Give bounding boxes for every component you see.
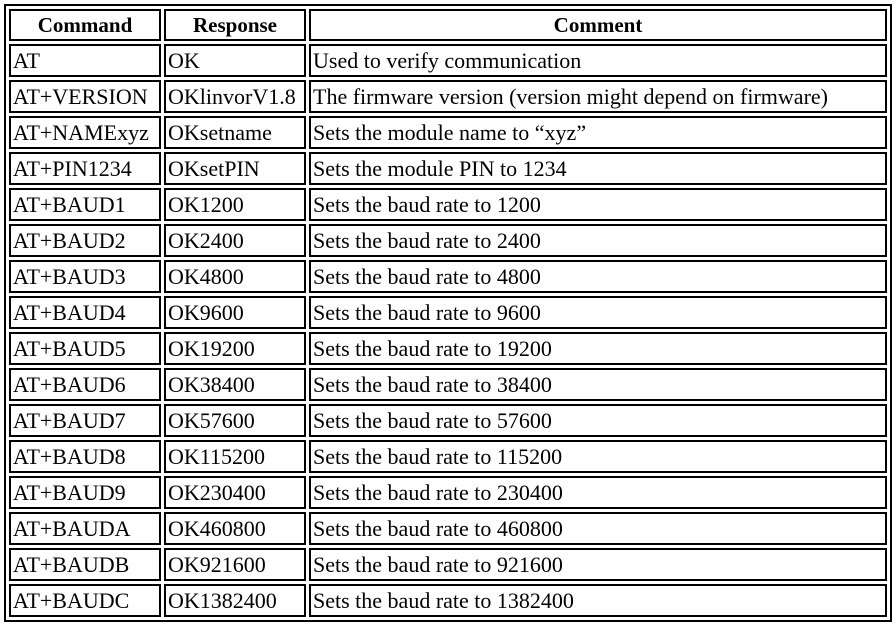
cell-comment: Sets the baud rate to 4800	[309, 260, 887, 293]
cell-response: OK2400	[164, 224, 306, 257]
header-comment: Comment	[309, 9, 887, 41]
cell-command: AT+BAUDA	[9, 512, 161, 545]
cell-command: AT+BAUDC	[9, 584, 161, 617]
cell-response: OK460800	[164, 512, 306, 545]
cell-response: OKsetPIN	[164, 152, 306, 185]
cell-comment: Sets the baud rate to 2400	[309, 224, 887, 257]
cell-response: OK115200	[164, 440, 306, 473]
cell-response: OKlinvorV1.8	[164, 80, 306, 113]
cell-response: OKsetname	[164, 116, 306, 149]
cell-command: AT+BAUD3	[9, 260, 161, 293]
cell-command: AT+BAUD4	[9, 296, 161, 329]
cell-command: AT+BAUD6	[9, 368, 161, 401]
header-command: Command	[9, 9, 161, 41]
cell-command: AT+PIN1234	[9, 152, 161, 185]
cell-comment: The firmware version (version might depend on firmware)	[309, 80, 887, 113]
cell-command: AT+BAUD7	[9, 404, 161, 437]
table-row	[9, 224, 887, 257]
header-response: Response	[164, 9, 306, 41]
cell-command: AT+VERSION	[9, 80, 161, 113]
table-row	[9, 332, 887, 365]
table-row	[9, 584, 887, 617]
cell-comment: Sets the baud rate to 19200	[309, 332, 887, 365]
cell-comment: Sets the baud rate to 115200	[309, 440, 887, 473]
table-body	[9, 44, 887, 617]
cell-command: AT	[9, 44, 161, 77]
cell-response: OK230400	[164, 476, 306, 509]
cell-command: AT+BAUDB	[9, 548, 161, 581]
cell-response: OK	[164, 44, 306, 77]
cell-comment: Sets the baud rate to 9600	[309, 296, 887, 329]
cell-comment: Sets the baud rate to 1200	[309, 188, 887, 221]
cell-command: AT+BAUD2	[9, 224, 161, 257]
cell-comment: Used to verify communication	[309, 44, 887, 77]
cell-command: AT+NAMExyz	[9, 116, 161, 149]
table-row	[9, 80, 887, 113]
table-header-row	[9, 9, 887, 41]
table-row	[9, 152, 887, 185]
cell-response: OK57600	[164, 404, 306, 437]
cell-comment: Sets the baud rate to 1382400	[309, 584, 887, 617]
cell-command: AT+BAUD8	[9, 440, 161, 473]
table-row	[9, 440, 887, 473]
cell-response: OK4800	[164, 260, 306, 293]
table-row	[9, 476, 887, 509]
cell-command: AT+BAUD1	[9, 188, 161, 221]
table-row	[9, 404, 887, 437]
cell-response: OK921600	[164, 548, 306, 581]
cell-comment: Sets the module name to “xyz”	[309, 116, 887, 149]
table-row	[9, 548, 887, 581]
cell-command: AT+BAUD9	[9, 476, 161, 509]
cell-command: AT+BAUD5	[9, 332, 161, 365]
cell-comment: Sets the baud rate to 230400	[309, 476, 887, 509]
table-row	[9, 296, 887, 329]
table-row	[9, 512, 887, 545]
cell-comment: Sets the module PIN to 1234	[309, 152, 887, 185]
cell-comment: Sets the baud rate to 57600	[309, 404, 887, 437]
cell-response: OK1200	[164, 188, 306, 221]
cell-comment: Sets the baud rate to 38400	[309, 368, 887, 401]
table-row	[9, 44, 887, 77]
cell-response: OK38400	[164, 368, 306, 401]
cell-response: OK9600	[164, 296, 306, 329]
cell-response: OK19200	[164, 332, 306, 365]
at-command-table	[4, 4, 892, 622]
cell-comment: Sets the baud rate to 921600	[309, 548, 887, 581]
table-row	[9, 260, 887, 293]
cell-comment: Sets the baud rate to 460800	[309, 512, 887, 545]
table-row	[9, 368, 887, 401]
cell-response: OK1382400	[164, 584, 306, 617]
table-row	[9, 116, 887, 149]
table-row	[9, 188, 887, 221]
